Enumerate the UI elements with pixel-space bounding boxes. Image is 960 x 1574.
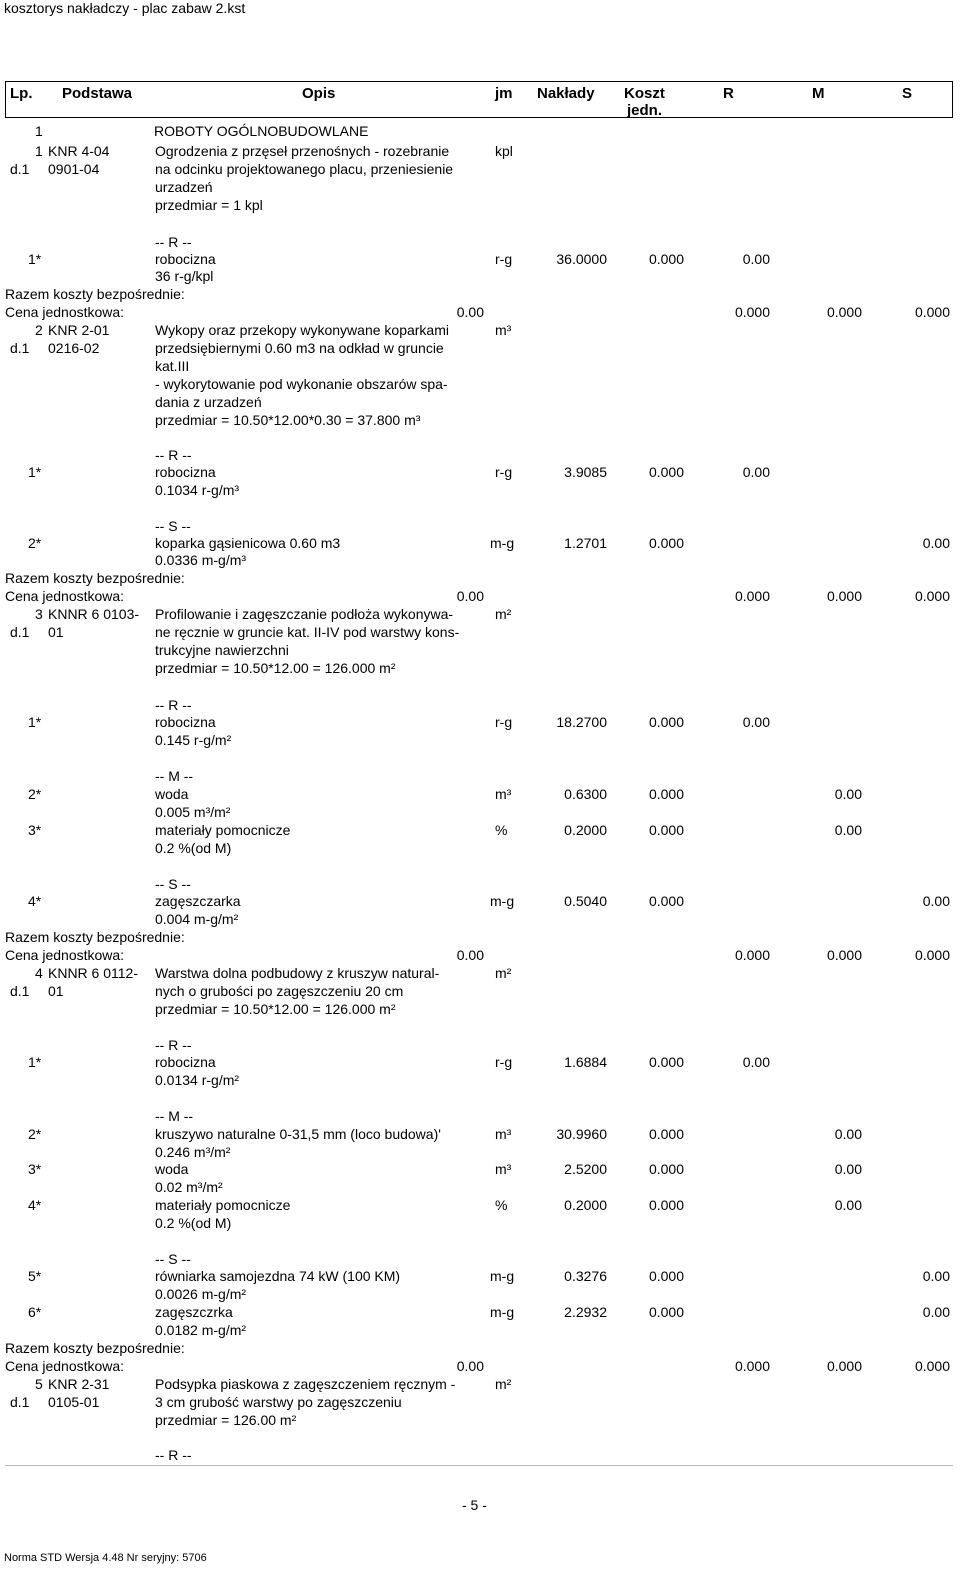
table-cell-text: 0216-02: [48, 340, 100, 356]
table-cell-text: trukcyjne nawierzchni: [155, 642, 289, 658]
table-cell-text: kat.III: [155, 358, 190, 374]
col-header-s: S: [902, 85, 913, 102]
table-cell-text: m²: [495, 606, 512, 622]
table-cell-text: robocizna: [155, 251, 216, 267]
table-cell-number: 0.000: [826, 588, 862, 604]
table-cell-text: na odcinku projektowanego placu, przeniesienie: [155, 161, 454, 177]
table-cell-number: 0.00: [456, 947, 484, 963]
table-cell-text: m²: [495, 965, 512, 981]
table-cell-text: KNR 2-01: [48, 322, 110, 338]
table-cell-number: 0.000: [914, 304, 950, 320]
table-cell-text: m³: [495, 1161, 512, 1177]
table-cell-number: 0.00: [834, 786, 862, 802]
table-cell-number: 0.3276: [564, 1268, 607, 1284]
table-cell-text: 5*: [28, 1268, 42, 1284]
table-cell-number: 0.000: [734, 304, 770, 320]
table-cell-text: 1: [35, 143, 43, 159]
table-cell-text: r-g: [495, 464, 513, 480]
table-cell-text: 4: [35, 965, 43, 981]
table-cell-text: nych o grubości po zagęszczeniu 20 cm: [155, 983, 404, 999]
table-cell-text: 2*: [28, 786, 42, 802]
table-cell-text: urzadzeń: [155, 179, 213, 195]
table-cell-number: 0.00: [456, 588, 484, 604]
table-cell-number: 0.00: [834, 822, 862, 838]
table-cell-text: d.1: [10, 340, 30, 356]
table-cell-text: 01: [48, 624, 64, 640]
table-cell-number: 3.9085: [564, 464, 607, 480]
table-cell-text: Podsypka piaskowa z zagęszczeniem ręcznym -: [155, 1376, 456, 1392]
table-cell-text: %: [495, 822, 508, 838]
table-cell-number: 0.000: [734, 588, 770, 604]
table-cell-text: m-g: [490, 535, 515, 551]
table-cell-number: 0.000: [826, 1358, 862, 1374]
table-cell-text: m-g: [490, 1268, 515, 1284]
table-cell-text: Cena jednostkowa:: [5, 947, 125, 963]
table-cell-text: 3: [35, 606, 43, 622]
table-cell-text: zagęszczarka: [155, 893, 241, 909]
col-header-lp: Lp.: [10, 85, 33, 102]
table-cell-text: przedmiar = 10.50*12.00 = 126.000 m²: [155, 660, 396, 676]
table-cell-text: KNR 4-04: [48, 143, 110, 159]
table-cell-text: materiały pomocnicze: [155, 1197, 291, 1213]
table-cell-text: 0.0182 m-g/m²: [155, 1322, 247, 1338]
table-cell-number: 0.000: [914, 588, 950, 604]
table-cell-number: 0.000: [648, 1161, 684, 1177]
table-cell-number: 0.00: [834, 1197, 862, 1213]
table-cell-text: przedmiar = 1 kpl: [155, 197, 263, 213]
table-cell-number: 0.000: [648, 464, 684, 480]
table-cell-number: 0.00: [742, 1054, 770, 1070]
table-cell-number: 0.000: [914, 947, 950, 963]
table-cell-text: m-g: [490, 1304, 515, 1320]
table-cell-text: przedmiar = 10.50*12.00*0.30 = 37.800 m³: [155, 412, 421, 428]
table-cell-text: 36 r-g/kpl: [155, 268, 214, 284]
table-cell-number: 0.00: [834, 1126, 862, 1142]
table-cell-text: 1*: [28, 1054, 42, 1070]
table-cell-text: przedmiar = 10.50*12.00 = 126.000 m²: [155, 1001, 396, 1017]
table-cell-number: 0.000: [648, 786, 684, 802]
table-cell-number: 0.000: [648, 714, 684, 730]
table-cell-number: 30.9960: [556, 1126, 607, 1142]
table-cell-text: 0.1034 r-g/m³: [155, 482, 240, 498]
table-cell-text: m²: [495, 1376, 512, 1392]
table-cell-number: 0.000: [648, 1268, 684, 1284]
table-cell-text: koparka gąsienicowa 0.60 m3: [155, 535, 341, 551]
table-cell-number: 0.000: [648, 893, 684, 909]
table-cell-text: -- S --: [155, 876, 191, 892]
table-cell-text: 0901-04: [48, 161, 100, 177]
table-cell-text: -- M --: [155, 1108, 194, 1124]
table-cell-number: 0.000: [648, 251, 684, 267]
table-cell-number: 0.000: [648, 535, 684, 551]
col-header-koszt-jedn: jedn.: [627, 102, 663, 119]
table-cell-number: 0.000: [648, 1126, 684, 1142]
table-cell-text: 3 cm grubość warstwy po zagęszczeniu: [155, 1394, 402, 1410]
table-cell-number: 0.000: [826, 947, 862, 963]
table-cell-text: 1: [35, 123, 43, 139]
table-cell-text: -- R --: [155, 1447, 192, 1463]
table-cell-text: -- R --: [155, 447, 192, 463]
table-cell-text: 1*: [28, 251, 42, 267]
table-cell-text: 6*: [28, 1304, 42, 1320]
table-cell-number: 0.00: [456, 304, 484, 320]
table-cell-text: dania z urzadzeń: [155, 394, 262, 410]
table-cell-text: woda: [155, 786, 189, 802]
table-cell-number: 36.0000: [556, 251, 607, 267]
header-right-rule: [952, 81, 953, 117]
table-cell-text: Cena jednostkowa:: [5, 588, 125, 604]
table-cell-text: -- R --: [155, 697, 192, 713]
table-cell-text: r-g: [495, 714, 513, 730]
table-cell-number: 0.2000: [564, 1197, 607, 1213]
table-cell-text: m³: [495, 1126, 512, 1142]
table-cell-number: 1.2701: [564, 535, 607, 551]
table-cell-text: 0.145 r-g/m²: [155, 732, 232, 748]
table-cell-number: 0.5040: [564, 893, 607, 909]
table-cell-number: 2.5200: [564, 1161, 607, 1177]
table-cell-text: -- R --: [155, 1037, 192, 1053]
table-cell-number: 0.000: [914, 1358, 950, 1374]
table-cell-text: r-g: [495, 1054, 513, 1070]
table-cell-text: d.1: [10, 161, 30, 177]
table-cell-text: d.1: [10, 1394, 30, 1410]
table-cell-text: Ogrodzenia z przęseł przenośnych - rozebranie: [155, 143, 450, 159]
table-cell-number: 0.00: [922, 1304, 950, 1320]
table-cell-text: -- R --: [155, 234, 192, 250]
table-cell-text: d.1: [10, 983, 30, 999]
table-cell-text: woda: [155, 1161, 189, 1177]
table-cell-text: przedsiębiernymi 0.60 m3 na odkład w gruncie: [155, 340, 444, 356]
table-cell-number: 0.00: [922, 893, 950, 909]
table-cell-text: 3*: [28, 1161, 42, 1177]
table-cell-text: ROBOTY OGÓLNOBUDOWLANE: [154, 123, 369, 139]
header-bottom-rule: [5, 117, 953, 118]
col-header-r: R: [723, 85, 734, 102]
table-cell-text: -- M --: [155, 768, 194, 784]
table-cell-text: d.1: [10, 624, 30, 640]
header-top-rule: [5, 81, 953, 82]
col-header-m: M: [812, 85, 825, 102]
table-cell-number: 0.000: [734, 947, 770, 963]
page-bottom-rule: [5, 1465, 953, 1466]
col-header-opis: Opis: [302, 85, 336, 102]
table-cell-text: 0.246 m³/m²: [155, 1144, 231, 1160]
table-cell-text: kruszywo naturalne 0-31,5 mm (loco budowa)': [155, 1126, 441, 1142]
col-header-koszt: Koszt: [624, 85, 665, 102]
table-cell-number: 0.00: [742, 251, 770, 267]
table-cell-number: 0.00: [456, 1358, 484, 1374]
table-cell-text: 3*: [28, 822, 42, 838]
table-cell-text: KNNR 6 0112-: [48, 965, 139, 981]
table-cell-text: KNR 2-31: [48, 1376, 110, 1392]
table-cell-text: Cena jednostkowa:: [5, 1358, 125, 1374]
table-cell-text: 0.2 %(od M): [155, 1215, 232, 1231]
table-cell-text: KNNR 6 0103-: [48, 606, 140, 622]
table-cell-number: 0.00: [742, 714, 770, 730]
table-cell-number: 0.2000: [564, 822, 607, 838]
table-cell-number: 1.6884: [564, 1054, 607, 1070]
table-cell-text: Profilowanie i zagęszczanie podłoża wykonywa-: [155, 606, 454, 622]
col-header-podstawa: Podstawa: [62, 85, 133, 102]
table-cell-text: - wykorytowanie pod wykonanie obszarów spa-: [155, 376, 448, 392]
table-cell-text: %: [495, 1197, 508, 1213]
table-cell-text: 0.02 m³/m²: [155, 1179, 223, 1195]
table-cell-text: r-g: [495, 251, 513, 267]
table-cell-text: 2*: [28, 535, 42, 551]
table-cell-text: 5: [35, 1376, 43, 1392]
table-cell-text: kpl: [495, 143, 513, 159]
table-cell-text: 0.0026 m-g/m²: [155, 1286, 247, 1302]
table-cell-text: m³: [495, 786, 512, 802]
table-cell-text: Razem koszty bezpośrednie:: [5, 286, 185, 302]
table-cell-number: 0.00: [834, 1161, 862, 1177]
table-cell-text: 0.2 %(od M): [155, 840, 232, 856]
table-cell-text: 4*: [28, 893, 42, 909]
table-cell-number: 0.000: [648, 1197, 684, 1213]
software-footer: Norma STD Wersja 4.48 Nr seryjny: 5706: [4, 1552, 207, 1564]
table-cell-number: 0.000: [826, 304, 862, 320]
table-cell-text: m³: [495, 322, 512, 338]
col-header-naklady: Nakłady: [537, 85, 595, 102]
table-cell-text: -- S --: [155, 1251, 191, 1267]
table-cell-text: 0.0134 r-g/m²: [155, 1072, 240, 1088]
table-cell-text: zagęszczrka: [155, 1304, 233, 1320]
table-cell-text: 0105-01: [48, 1394, 100, 1410]
table-cell-text: równiarka samojezdna 74 kW (100 KM): [155, 1268, 401, 1284]
table-cell-number: 18.2700: [556, 714, 607, 730]
page-number: - 5 -: [462, 1497, 487, 1513]
table-cell-text: 1*: [28, 464, 42, 480]
table-cell-text: 01: [48, 983, 64, 999]
table-cell-number: 0.00: [922, 535, 950, 551]
table-cell-text: -- S --: [155, 518, 191, 534]
table-cell-number: 0.000: [648, 822, 684, 838]
table-cell-number: 0.000: [734, 1358, 770, 1374]
table-cell-number: 0.6300: [564, 786, 607, 802]
table-cell-text: 0.005 m³/m²: [155, 804, 231, 820]
table-cell-text: materiały pomocnicze: [155, 822, 291, 838]
table-cell-text: ne ręcznie w gruncie kat. II-IV pod warstwy kons-: [155, 624, 460, 640]
header-left-rule: [5, 81, 6, 117]
table-cell-text: robocizna: [155, 464, 216, 480]
table-cell-text: Warstwa dolna podbudowy z kruszyw natural-: [155, 965, 440, 981]
table-cell-number: 0.00: [742, 464, 770, 480]
table-cell-text: robocizna: [155, 1054, 216, 1070]
table-cell-text: Razem koszty bezpośrednie:: [5, 570, 185, 586]
table-cell-text: m-g: [490, 893, 515, 909]
document-title: kosztorys nakładczy - plac zabaw 2.kst: [4, 0, 246, 16]
table-cell-number: 0.000: [648, 1054, 684, 1070]
table-cell-number: 0.000: [648, 1304, 684, 1320]
col-header-jm: jm: [495, 85, 513, 102]
table-cell-number: 2.2932: [564, 1304, 607, 1320]
table-cell-text: 1*: [28, 714, 42, 730]
table-cell-text: 4*: [28, 1197, 42, 1213]
table-cell-text: Cena jednostkowa:: [5, 304, 125, 320]
table-cell-text: robocizna: [155, 714, 216, 730]
table-cell-text: Razem koszty bezpośrednie:: [5, 929, 185, 945]
table-cell-text: 2: [35, 322, 43, 338]
table-cell-text: przedmiar = 126.00 m²: [155, 1412, 297, 1428]
table-cell-text: Razem koszty bezpośrednie:: [5, 1340, 185, 1356]
table-cell-text: 0.004 m-g/m²: [155, 911, 239, 927]
table-cell-number: 0.00: [922, 1268, 950, 1284]
table-cell-text: 0.0336 m-g/m³: [155, 552, 247, 568]
table-cell-text: 2*: [28, 1126, 42, 1142]
table-cell-text: Wykopy oraz przekopy wykonywane koparkami: [155, 322, 449, 338]
